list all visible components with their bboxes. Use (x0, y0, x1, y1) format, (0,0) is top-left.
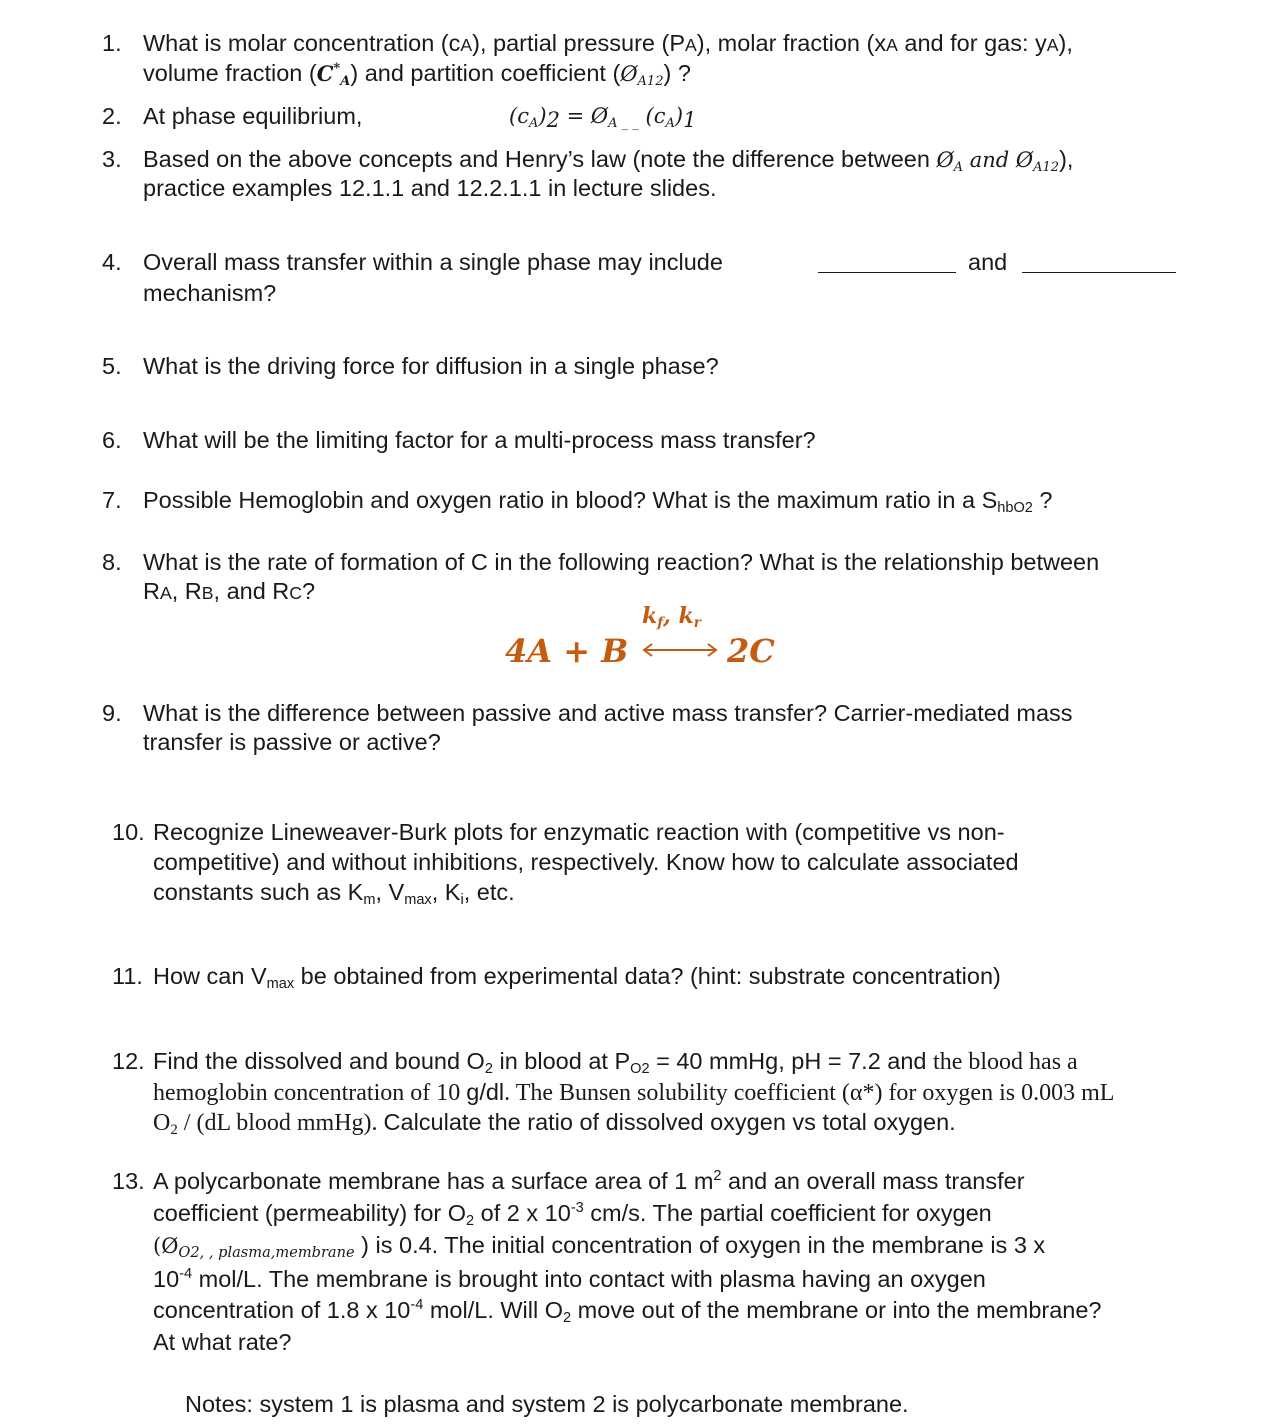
question-text: Overall mass transfer within a single phase may include (143, 249, 723, 275)
question-text-line-6: At what rate? (153, 1329, 292, 1355)
question-number: 2. (102, 103, 122, 129)
question-number: 5. (102, 353, 122, 379)
products: 2C (727, 632, 775, 670)
question-number: 6. (102, 427, 122, 453)
question-number: 8. (102, 549, 122, 575)
question-text-line-2: competitive) and without inhibitions, respectively. Know how to calculate associated (153, 849, 1019, 875)
reactants: 4A + B (505, 632, 629, 670)
question-number: 11. (112, 963, 143, 989)
equilibrium-equation: $(c_A)_2$ = $Ø_{A \_ \_}$ $(c_A)_1$ (509, 104, 697, 132)
question-text: What is molar concentration (cA), partial pressure (PA), molar fraction (xA and for gas: yA), (143, 30, 1073, 56)
rate-constants: $k_f$, $k_r$ (642, 603, 701, 631)
question-text: A polycarbonate membrane has a surface area of 1 $m^2$ and an overall mass transfer (153, 1168, 1025, 1194)
question-number: 7. (102, 487, 122, 513)
question-text: What is the driving force for diffusion in a single phase? (143, 353, 719, 379)
question-text: What is the difference between passive and active mass transfer? Carrier-mediated mass (143, 700, 1073, 726)
question-number: 4. (102, 249, 122, 275)
question-text-line-2: practice examples 12.1.1 and 12.2.1.1 in lecture slides. (143, 175, 717, 201)
question-text: How can $V_{max}$ be obtained from experimental data? (hint: substrate concentration) (153, 963, 1001, 992)
notes: Notes: system 1 is plasma and system 2 is polycarbonate membrane. (185, 1391, 909, 1417)
question-number: 12. (112, 1048, 145, 1074)
question-text: Recognize Lineweaver-Burk plots for enzymatic reaction with (competitive vs non- (153, 819, 1005, 845)
fill-in-blank-2[interactable] (1022, 250, 1176, 273)
conjunction-and: and (968, 249, 1008, 275)
question-number: 13. (112, 1168, 145, 1194)
question-text-line-3: constants such as $K_m$, $V_{max}$, $K_i$, etc. (153, 879, 515, 908)
question-text: Possible Hemoglobin and oxygen ratio in blood? What is the maximum ratio in a $S_{hbO2}$ ? (143, 487, 1053, 516)
question-number: 9. (102, 700, 122, 726)
question-text-line-5: concentration of 1.8 x $10^{-4}$ mol/L. Will $O_2$ move out of the membrane or into the membrane? (153, 1297, 1102, 1326)
question-text: Find the dissolved and bound $O_2$ in blood at $P_{O2} = 40$ mmHg, pH = 7.2 and the blood has a (153, 1048, 1078, 1077)
reversible-arrow-icon (641, 641, 719, 659)
question-text-line-2: transfer is passive or active? (143, 729, 441, 755)
fill-in-blank-1[interactable] (818, 250, 956, 273)
question-text-line-2: mechanism? (143, 280, 277, 306)
question-text-line-4: $10^{-4}$ mol/L. The membrane is brought into contact with plasma having an oxygen (153, 1266, 986, 1292)
question-text-line-2: volume fraction $(C^*_A)$ and partition coefficient $(Ø_{A12})$ ? (143, 60, 691, 89)
question-text: Based on the above concepts and Henry’s law (note the difference between $Ø_A$ and $Ø_{A12}$), (143, 146, 1074, 175)
question-text: At phase equilibrium, (143, 103, 363, 129)
question-number: 3. (102, 146, 122, 172)
question-text: What will be the limiting factor for a multi-process mass transfer? (143, 427, 816, 453)
question-text: What is the rate of formation of C in the following reaction? What is the relationship between (143, 549, 1100, 575)
question-number: 10. (112, 819, 145, 845)
question-text-line-3: $O_2 / (dL$ blood mmHg). Calculate the ratio of dissolved oxygen vs total oxygen. (153, 1109, 956, 1138)
question-text-line-2: hemoglobin concentration of 10 g/dl. The Bunsen solubility coefficient (α*) for oxygen is 0.003 mL (153, 1079, 1115, 1106)
question-text-line-3: ($Ø_{O2, , plasma,membrane}$ ) is 0.4. The initial concentration of oxygen in the membrane is 3 x (153, 1232, 1046, 1261)
question-text-line-2: RA, RB, and RC? (143, 578, 316, 604)
question-number: 1. (102, 30, 122, 56)
question-text-line-2: coefficient (permeability) for $O_2$ of 2 x $10^{-3}$ cm/s. The partial coefficient for oxygen (153, 1200, 992, 1229)
